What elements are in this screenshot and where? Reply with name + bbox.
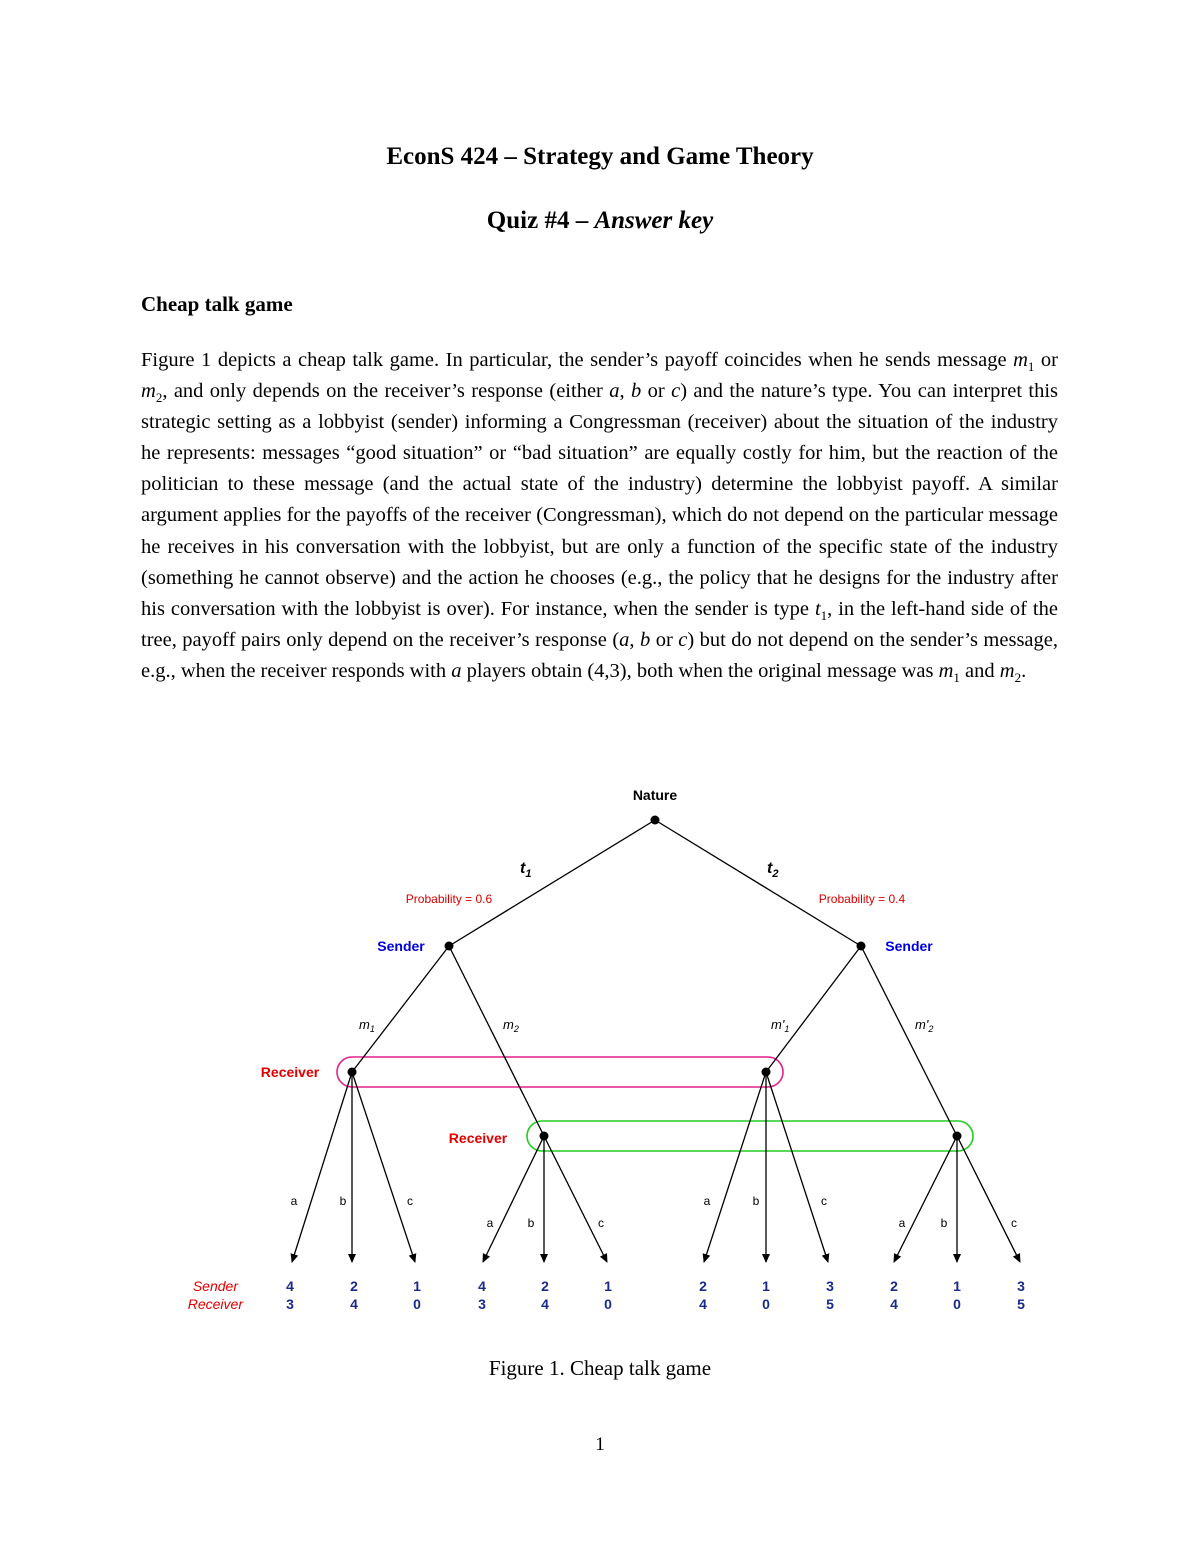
information-set-1 <box>337 1057 783 1087</box>
message-m2-label: $m_2$ <box>503 1017 519 1034</box>
edge-t2 <box>655 820 861 946</box>
payoff-value: 0 <box>413 1296 421 1312</box>
payoff-value: 1 <box>953 1278 961 1294</box>
action-label: b <box>527 1216 535 1230</box>
payoff-value: 2 <box>699 1278 707 1294</box>
type-1-label: $t_1$ <box>520 860 532 880</box>
receiver-label-2: Receiver <box>448 1130 508 1146</box>
action-label: b <box>752 1194 760 1208</box>
message-m2-prime-label: $m'_2$ <box>915 1017 934 1034</box>
edge-m2 <box>449 946 544 1136</box>
edge-action-a <box>483 1136 544 1262</box>
nature-label: Nature <box>632 787 678 803</box>
course-title: EconS 424 – Strategy and Game Theory <box>386 143 814 170</box>
sender-node-left <box>445 942 454 951</box>
payoff-value: 3 <box>478 1296 486 1312</box>
payoff-row-label-sender: Sender <box>192 1278 238 1294</box>
payoff-value: 4 <box>350 1296 358 1312</box>
edge-action-a <box>704 1072 766 1262</box>
edge-m2-prime <box>861 946 957 1136</box>
payoff-value: 2 <box>541 1278 549 1294</box>
sender-label-right: Sender <box>885 938 933 954</box>
edge-m1-prime <box>766 946 861 1072</box>
payoff-value: 1 <box>413 1278 421 1294</box>
sender-node-right <box>857 942 866 951</box>
action-labels <box>291 1194 1017 1230</box>
sender-payoffs <box>286 1278 1025 1294</box>
section-heading: Cheap talk game <box>141 292 293 316</box>
action-label: c <box>1011 1216 1017 1230</box>
edge-action-c <box>352 1072 415 1262</box>
quiz-title: Quiz #4 – Answer key <box>486 207 714 234</box>
payoff-value: 4 <box>478 1278 486 1294</box>
probability-2-label: Probability = 0.4 <box>818 892 906 906</box>
payoff-value: 3 <box>286 1296 294 1312</box>
edge-action-c <box>766 1072 828 1262</box>
figure-caption: Figure 1. Cheap talk game <box>488 1356 712 1380</box>
action-label: a <box>703 1194 711 1208</box>
payoff-value: 5 <box>826 1296 834 1312</box>
action-label: c <box>821 1194 827 1208</box>
receiver-node <box>540 1132 549 1141</box>
payoff-value: 4 <box>541 1296 549 1312</box>
action-label: a <box>898 1216 906 1230</box>
payoff-value: 4 <box>286 1278 294 1294</box>
payoff-value: 0 <box>953 1296 961 1312</box>
edge-action-a <box>894 1136 957 1262</box>
payoff-value: 4 <box>699 1296 707 1312</box>
action-label: c <box>598 1216 604 1230</box>
edge-action-c <box>957 1136 1020 1262</box>
message-m1-prime-label: $m'_1$ <box>771 1017 790 1034</box>
receiver-node <box>348 1068 357 1077</box>
edge-t1 <box>449 820 655 946</box>
action-label: b <box>940 1216 948 1230</box>
edge-action-a <box>292 1072 352 1262</box>
edge-action-c <box>544 1136 607 1262</box>
payoff-value: 3 <box>1017 1278 1025 1294</box>
action-label: a <box>486 1216 494 1230</box>
page-number: 1 <box>595 1434 605 1455</box>
type-2-label: $t_2$ <box>767 860 779 880</box>
payoff-value: 5 <box>1017 1296 1025 1312</box>
payoff-value: 1 <box>604 1278 612 1294</box>
action-label: c <box>407 1194 413 1208</box>
edge-m1 <box>352 946 449 1072</box>
information-set-2 <box>527 1121 973 1151</box>
payoff-row-label-receiver: Receiver <box>187 1296 243 1312</box>
body-paragraph: Figure 1 depicts a cheap talk game. In particular, the sender’s payoff coincides when he sends message $m_1$ or $m_2$, and only depends on the receiver’s response (either a, b or c) and the nature’s type. You can interpret this strategic setting as a lobbyist (sender) informing a Congressman (receiver) about the situation of the industry he represents: messages “good situation” or “bad situation” are equally costly for him, but the reaction of the politician to these message (and the actual state of the industry) determine the lobbyist payoff. A similar argument applies for the payoffs of the receiver (Congressman), which do not depend on the particular message he receives in his conversation with the lobbyist, but are only a function of the specific state of the industry (something he cannot observe) and the action he chooses (e.g., the policy that he designs for the industry after his conversation with the lobbyist is over). For instance, when the sender is type $t_1$, in the left-hand side of the tree, payoff pairs only depend on the receiver’s response (a, b or c) but do not depend on the sender’s message, e.g., when the receiver responds with a players obtain (4,3), both when the original message was $m_1$ and $m_2$. <box>141 349 1059 686</box>
nature-node <box>651 816 660 825</box>
payoff-value: 0 <box>604 1296 612 1312</box>
sender-label-left: Sender <box>377 938 425 954</box>
payoff-value: 4 <box>890 1296 898 1312</box>
action-label: b <box>339 1194 347 1208</box>
action-label: a <box>290 1194 298 1208</box>
payoff-value: 1 <box>762 1278 770 1294</box>
message-m1-label: $m_1$ <box>359 1017 375 1034</box>
payoff-value: 2 <box>350 1278 358 1294</box>
receiver-node <box>953 1132 962 1141</box>
receiver-label-1: Receiver <box>260 1064 320 1080</box>
payoff-value: 2 <box>890 1278 898 1294</box>
payoff-value: 0 <box>762 1296 770 1312</box>
payoff-value: 3 <box>826 1278 834 1294</box>
receiver-node <box>762 1068 771 1077</box>
receiver-payoffs <box>286 1296 1025 1312</box>
probability-1-label: Probability = 0.6 <box>405 892 493 906</box>
